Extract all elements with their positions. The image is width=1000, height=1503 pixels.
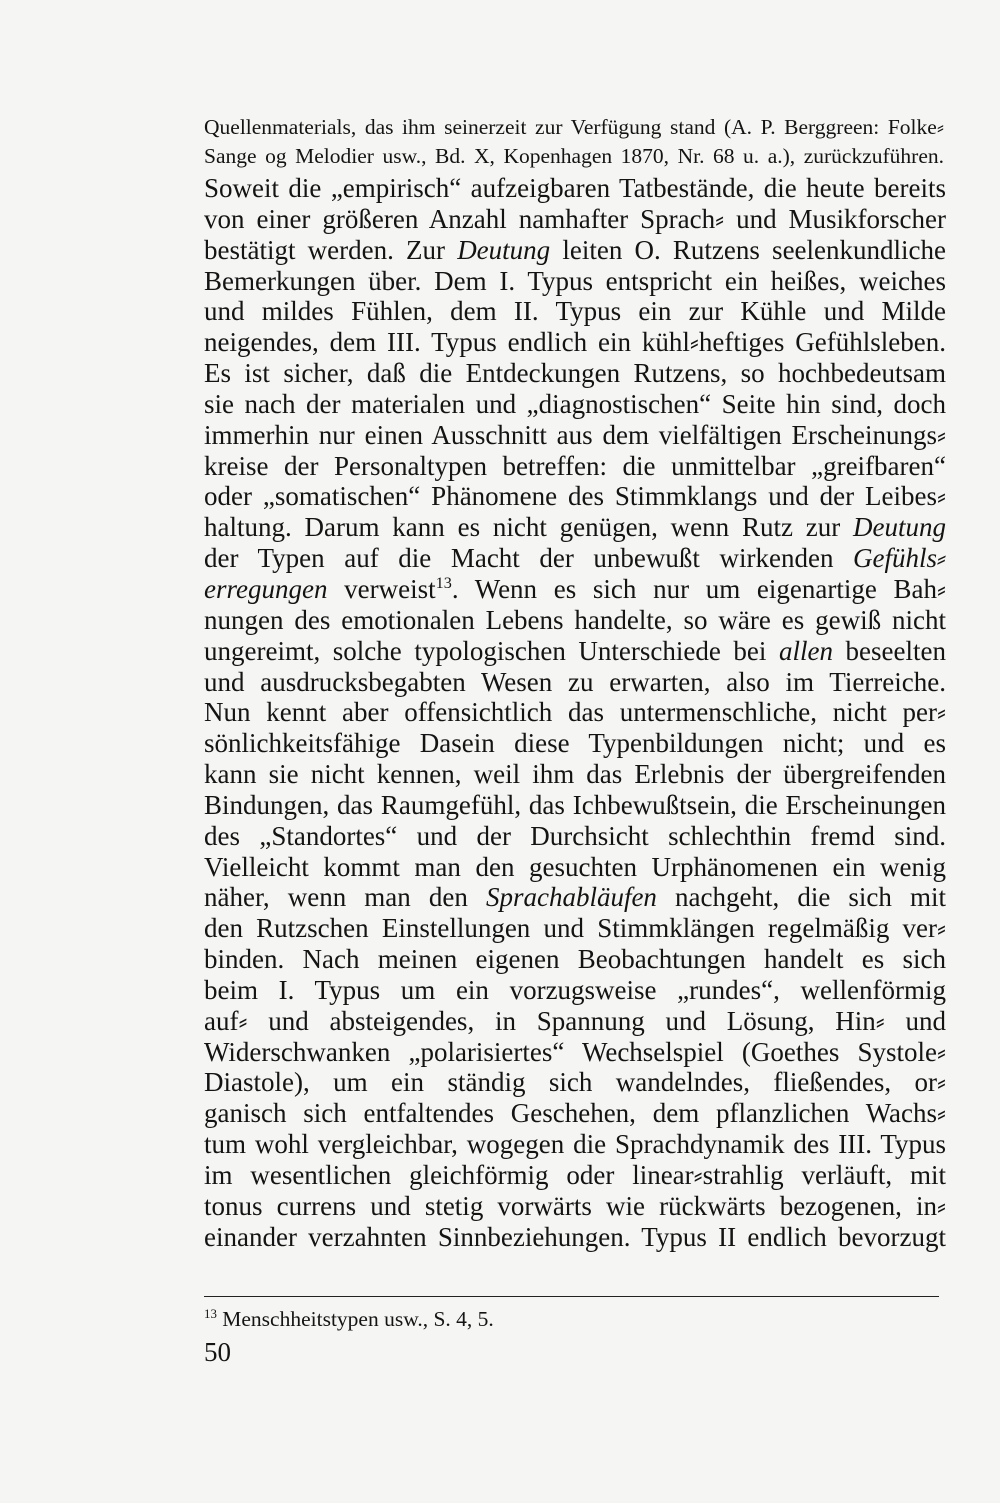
body-line: sie nach der materialen und „diagnostischen“ Seite hin sind, doch bbox=[204, 388, 946, 419]
body-line: Es ist sicher, daß die Entdeckungen Rutzens, so hochbedeutsam bbox=[204, 358, 946, 389]
footnote-reference: 13 bbox=[435, 573, 452, 592]
body-line: auf⸗ und absteigendes, in Spannung und Lösung, Hin⸗ und bbox=[204, 1005, 946, 1036]
body-line: von einer größeren Anzahl namhafter Sprach⸗ und Musikforscher bbox=[204, 203, 946, 234]
body-paragraph bbox=[204, 173, 946, 1253]
body-line: ganisch sich entfaltendes Geschehen, dem pflanzlichen Wachs⸗ bbox=[204, 1098, 946, 1129]
body-line: und mildes Fühlen, dem II. Typus ein zur Kühle und Milde bbox=[204, 296, 946, 327]
body-line: nungen des emotionalen Lebens handelte, so wäre es gewiß nicht bbox=[204, 604, 946, 635]
emphasis: Deutung bbox=[853, 512, 946, 543]
body-line: kreise der Personaltypen betreffen: die unmittelbar „greifbaren“ bbox=[204, 450, 946, 481]
body-line: Bindungen, das Raumgefühl, das Ichbewußtsein, die Erscheinungen bbox=[204, 789, 946, 820]
body-line: immerhin nur einen Ausschnitt aus dem vielfältigen Erscheinungs⸗ bbox=[204, 419, 946, 450]
footnote bbox=[204, 1305, 494, 1333]
body-line: Nun kennt aber offensichtlich das untermenschliche, nicht per⸗ bbox=[204, 697, 946, 728]
emphasis: Deutung bbox=[457, 234, 551, 265]
body-line: kann sie nicht kennen, weil ihm das Erlebnis der übergreifenden bbox=[204, 759, 946, 790]
body-line: haltung. Darum kann es nicht genügen, wenn Rutz zur Deutung bbox=[204, 512, 946, 543]
emphasis: allen bbox=[778, 635, 833, 666]
body-line: erregungen verweist$^{13}$. Wenn es sich nur um eigenartige Bah⸗ bbox=[204, 573, 947, 604]
body-line: näher, wenn man den Sprachabläufen nachgeht, die sich mit bbox=[204, 882, 946, 913]
emphasis: Gefühls⸗ bbox=[853, 543, 946, 574]
body-line: Soweit die „empirisch“ aufzeigbaren Tatbestände, die heute bereits bbox=[204, 173, 946, 203]
body-line: sönlichkeitsfähige Dasein diese Typenbildungen nicht; und es bbox=[204, 728, 946, 759]
body-line: im wesentlichen gleichförmig oder linear⸗strahlig verläuft, mit bbox=[204, 1160, 946, 1190]
emphasis: erregungen bbox=[204, 573, 328, 604]
footnote-divider bbox=[204, 1296, 939, 1297]
footnote-marker: 13 bbox=[204, 1306, 217, 1321]
body-line: tum wohl vergleichbar, wogegen die Sprachdynamik des III. Typus bbox=[204, 1129, 946, 1160]
preface-line-1: Quellenmaterials, das ihm seinerzeit zur Verfügung stand (A. P. Berggreen: Folke⸗ bbox=[204, 115, 944, 139]
body-line: tonus currens und stetig vorwärts wie rückwärts bezogenen, in⸗ bbox=[204, 1190, 946, 1221]
body-line: der Typen auf die Macht der unbewußt wirkenden Gefühls⸗ bbox=[204, 543, 946, 574]
body-line: und ausdrucksbegabten Wesen zu erwarten, also im Tierreiche. bbox=[204, 666, 946, 697]
body-line: Bemerkungen über. Dem I. Typus entspricht ein heißes, weiches bbox=[204, 265, 946, 296]
body-line: Widerschwanken „polarisiertes“ Wechselspiel (Goethes Systole⸗ bbox=[204, 1036, 946, 1067]
preface-line-2: Sange og Melodier usw., Bd. X, Kopenhagen 1870, Nr. 68 u. a.), zurückzuführen. bbox=[204, 144, 944, 168]
body-line: den Rutzschen Einstellungen und Stimmklängen regelmäßig ver⸗ bbox=[204, 913, 946, 944]
body-line: beim I. Typus um ein vorzugsweise „rundes“, wellenförmig bbox=[204, 974, 946, 1005]
body-line: neigendes, dem III. Typus endlich ein kühl⸗heftiges Gefühlsleben. bbox=[204, 327, 946, 358]
page-number: 50 bbox=[204, 1337, 231, 1367]
body-line: ungereimt, solche typologischen Unterschiede bei allen beseelten bbox=[204, 635, 946, 666]
body-line: Diastole), um ein ständig sich wandelndes, fließendes, or⸗ bbox=[204, 1067, 946, 1098]
footnote-text: Menschheitstypen usw., S. 4, 5. bbox=[216, 1307, 494, 1331]
emphasis: Sprachabläufen bbox=[485, 882, 657, 913]
body-line: oder „somatischen“ Phänomene des Stimmklangs und der Leibes⸗ bbox=[204, 481, 946, 512]
body-line: binden. Nach meinen eigenen Beobachtungen handelt es sich bbox=[204, 944, 946, 975]
body-line: einander verzahnten Sinnbeziehungen. Typus II endlich bevorzugt bbox=[204, 1221, 946, 1252]
body-line: Vielleicht kommt man den gesuchten Urphänomenen ein wenig bbox=[204, 851, 946, 882]
body-line: des „Standortes“ und der Durchsicht schlechthin fremd sind. bbox=[204, 820, 946, 851]
preface-continuation bbox=[204, 113, 944, 171]
body-line: bestätigt werden. Zur Deutung leiten O. Rutzens seelenkundliche bbox=[204, 234, 946, 265]
